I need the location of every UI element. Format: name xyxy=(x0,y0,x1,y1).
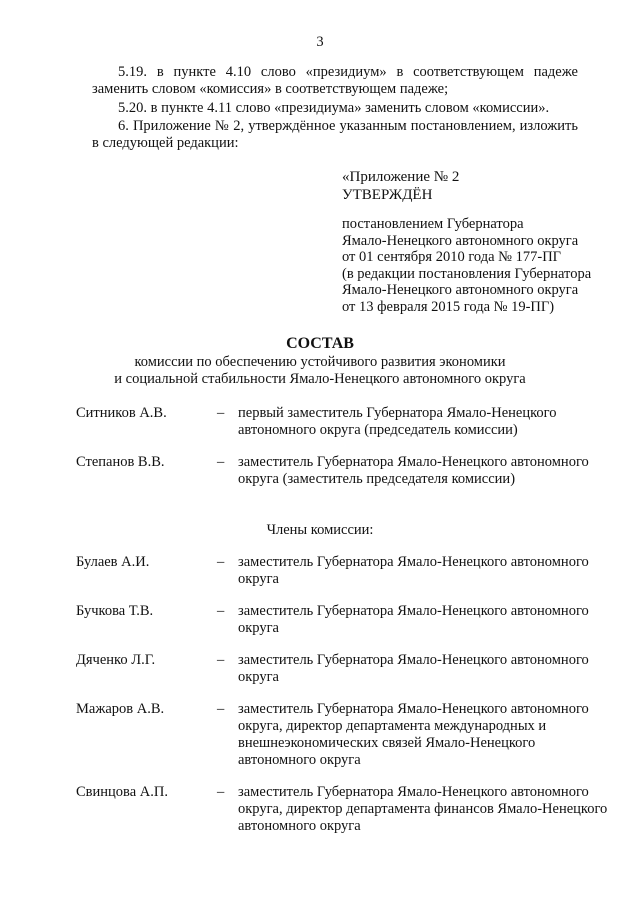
subtitle-line: комиссии по обеспечению устойчивого развития экономики xyxy=(134,354,506,370)
appendix-line: Ямало-Ненецкого автономного округа xyxy=(342,232,579,249)
member-name: Ситников А.В. xyxy=(76,405,167,421)
document-subtitle xyxy=(0,354,640,388)
member-role: заместитель Губернатора Ямало-Ненецкого автономного округа xyxy=(238,603,589,636)
paragraph-5-20: 5.20. в пункте 4.11 слово «президиума» заменить словом «комиссии». xyxy=(118,100,550,116)
member-role: заместитель Губернатора Ямало-Ненецкого автономного округа, директор департамента финансов Ямало-Ненецкого автономного округа xyxy=(238,784,608,834)
members-heading: Члены комиссии: xyxy=(266,522,374,538)
member-role: заместитель Губернатора Ямало-Ненецкого автономного округа xyxy=(238,554,589,587)
document-title: СОСТАВ xyxy=(286,335,354,352)
appendix-line: (в редакции постановления Губернатора xyxy=(342,265,592,282)
member-dash: – xyxy=(217,554,225,570)
paragraph-6: 6. Приложение № 2, утверждённое указанным постановлением, изложить в следующей редакции: xyxy=(92,118,578,151)
appendix-line: от 13 февраля 2015 года № 19-ПГ) xyxy=(342,298,555,315)
member-dash: – xyxy=(217,701,225,717)
appendix-label: «Приложение № 2 xyxy=(342,169,460,185)
appendix-decree-info xyxy=(342,216,622,315)
appendix-line: постановлением Губернатора xyxy=(342,216,524,232)
member-name: Степанов В.В. xyxy=(76,454,165,470)
member-role: заместитель Губернатора Ямало-Ненецкого автономного округа, директор департамента международных и внешнеэкономических связей Ямало-Ненецкого автономного округа xyxy=(238,701,589,768)
member-role: заместитель Губернатора Ямало-Ненецкого автономного округа (заместитель председателя комиссии) xyxy=(238,454,589,487)
member-name: Булаев А.И. xyxy=(76,554,150,570)
subtitle-line: и социальной стабильности Ямало-Ненецкого автономного округа xyxy=(114,371,526,387)
member-dash: – xyxy=(217,454,225,470)
member-dash: – xyxy=(217,405,225,421)
appendix-approved: УТВЕРЖДЁН xyxy=(342,187,433,203)
member-name: Дяченко Л.Г. xyxy=(76,652,156,668)
paragraph-5-19: 5.19. в пункте 4.10 слово «президиум» в соответствующем падеже заменить словом «комиссия» в соответствующем падеже; xyxy=(92,64,578,97)
member-name: Бучкова Т.В. xyxy=(76,603,154,619)
member-role: первый заместитель Губернатора Ямало-Ненецкого автономного округа (председатель комиссии) xyxy=(238,405,557,438)
member-name: Свинцова А.П. xyxy=(76,784,168,800)
appendix-line: Ямало-Ненецкого автономного округа xyxy=(342,282,579,298)
member-dash: – xyxy=(217,784,225,800)
member-dash: – xyxy=(217,652,225,668)
appendix-line: от 01 сентября 2010 года № 177-ПГ xyxy=(342,249,562,265)
member-dash: – xyxy=(217,603,225,619)
page-number: 3 xyxy=(316,34,324,50)
member-role: заместитель Губернатора Ямало-Ненецкого автономного округа xyxy=(238,652,589,685)
appendix-header xyxy=(342,168,622,204)
member-name: Мажаров А.В. xyxy=(76,701,165,717)
